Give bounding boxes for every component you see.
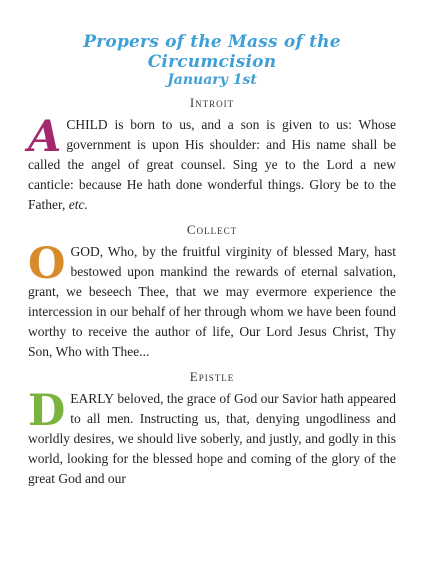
introit-etc: etc. — [68, 197, 88, 212]
collect-first-word: GOD — [70, 244, 100, 259]
collect-text — [28, 239, 396, 362]
collect-dropcap: O — [28, 239, 66, 289]
introit-heading: Introit — [189, 95, 235, 110]
epistle-first-word: EARLY — [70, 391, 114, 406]
introit-body: is born to us, and a son is given to us: Whose government is upon His shoulder: and His name shall be called the angel of great counsel. Sing ye to the Lord a new canticle: because He hath done wonderful things. Glory be to the Father, — [28, 117, 396, 212]
page-subtitle: January 1st — [167, 72, 257, 88]
epistle-text — [28, 386, 396, 489]
epistle-dropcap: D — [28, 386, 66, 436]
page-title: Propers of the Mass of the Circumcision — [83, 32, 341, 72]
epistle-body: beloved, the grace of God our Savior hath appeared to all men. Instructing us, that, denying ungodliness and worldly desires, we should live soberly, and justly, and godly in this world, looking for the blessed hope and coming of the glory of the great God and our — [28, 391, 396, 486]
collect-body: , Who, by the fruitful virginity of blessed Mary, hast bestowed upon mankind the rewards of eternal salvation, grant, we beseech Thee, that we may evermore experience the intercession in our behalf of her through whom we have been found worthy to receive the author of life, Our Lord Jesus Christ, Thy Son, Who with Thee... — [28, 244, 396, 359]
introit-first-word: CHILD — [66, 117, 108, 132]
introit-text — [28, 112, 396, 215]
introit-dropcap: A — [28, 112, 62, 162]
epistle-heading: Epistle — [189, 369, 235, 384]
collect-heading: Collect — [186, 222, 238, 237]
